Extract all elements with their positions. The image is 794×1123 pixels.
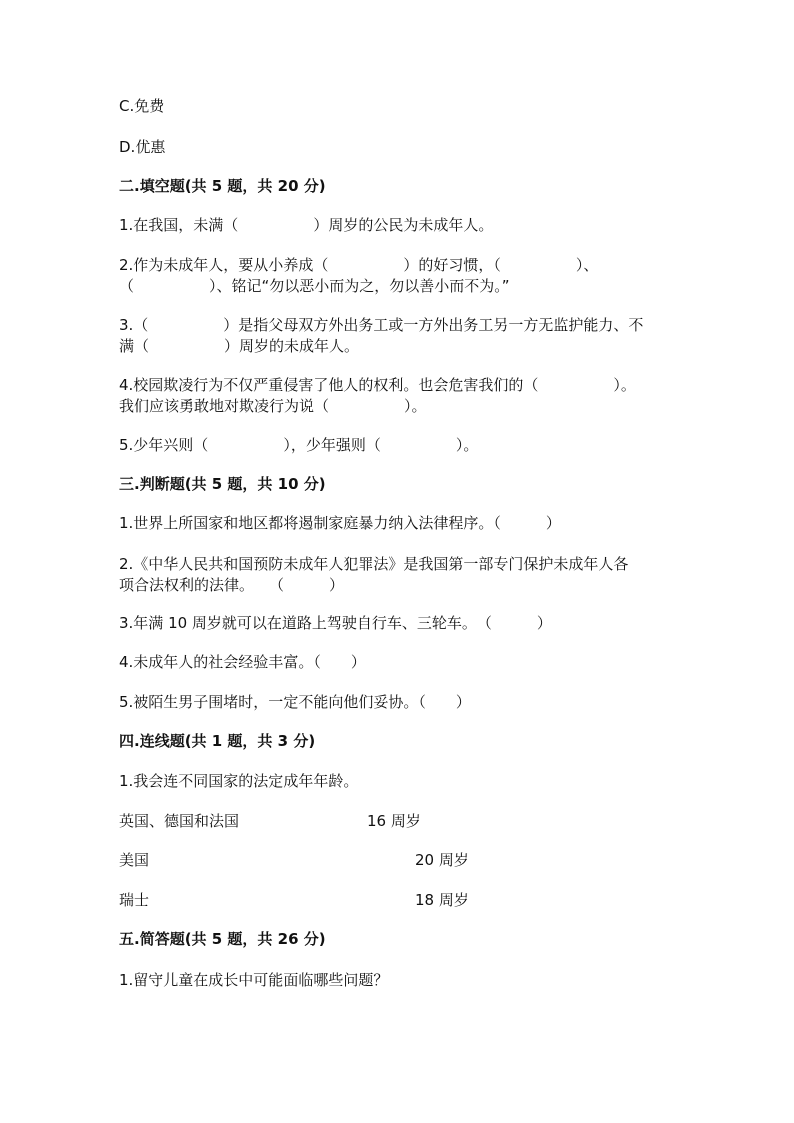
section2-q4-line1: 4.校园欺凌行为不仅严重侵害了他人的权利。也会危害我们的（ ）。 xyxy=(119,376,636,394)
section2-q4-line2: 我们应该勇敢地对欺凌行为说（ ）。 xyxy=(119,397,427,415)
match-left-1: 英国、德国和法国 xyxy=(119,812,240,830)
match-left-2: 美国 xyxy=(119,851,150,869)
match-right-1: 16 周岁 xyxy=(367,812,421,830)
section3-q2-line1: 2.《中华人民共和国预防未成年人犯罪法》是我国第一部专门保护未成年人各 xyxy=(119,555,629,573)
match-right-3: 18 周岁 xyxy=(415,891,469,909)
section3-heading: 三.判断题(共 5 题，共 10 分) xyxy=(119,475,326,493)
section2-heading: 二.填空题(共 5 题，共 20 分) xyxy=(119,177,326,195)
section3-q2-line2: 项合法权利的法律。 （ ） xyxy=(119,576,345,594)
section2-q2-line1: 2.作为未成年人，要从小养成（ ）的好习惯，（ ）、 xyxy=(119,256,599,274)
section4-heading: 四.连线题(共 1 题，共 3 分) xyxy=(119,732,316,750)
section2-q1: 1.在我国，未满（ ）周岁的公民为未成年人。 xyxy=(119,216,494,234)
section3-q1: 1.世界上所国家和地区都将遏制家庭暴力纳入法律程序。（ ） xyxy=(119,514,561,532)
section3-q5: 5.被陌生男子围堵时，一定不能向他们妥协。（ ） xyxy=(119,693,471,711)
option-d: D.优惠 xyxy=(119,138,166,156)
section2-q2-line2: （ ）、铭记“勿以恶小而为之，勿以善小而不为。” xyxy=(119,277,510,295)
section3-q4: 4.未成年人的社会经验丰富。（ ） xyxy=(119,653,366,671)
section5-q1: 1.留守儿童在成长中可能面临哪些问题？ xyxy=(119,971,389,989)
section5-heading: 五.简答题(共 5 题，共 26 分) xyxy=(119,930,326,948)
section2-q3-line1: 3.（ ）是指父母双方外出务工或一方外出务工另一方无监护能力、不 xyxy=(119,316,644,334)
match-right-2: 20 周岁 xyxy=(415,851,469,869)
option-c: C.免费 xyxy=(119,97,165,115)
section3-q3: 3.年满 10 周岁就可以在道路上驾驶自行车、三轮车。 （ ） xyxy=(119,614,552,632)
section2-q3-line2: 满（ ）周岁的未成年人。 xyxy=(119,337,360,355)
section2-q5: 5.少年兴则（ ），少年强则（ ）。 xyxy=(119,436,479,454)
section4-q1: 1.我会连不同国家的法定成年年龄。 xyxy=(119,772,359,790)
match-left-3: 瑞士 xyxy=(119,891,150,909)
